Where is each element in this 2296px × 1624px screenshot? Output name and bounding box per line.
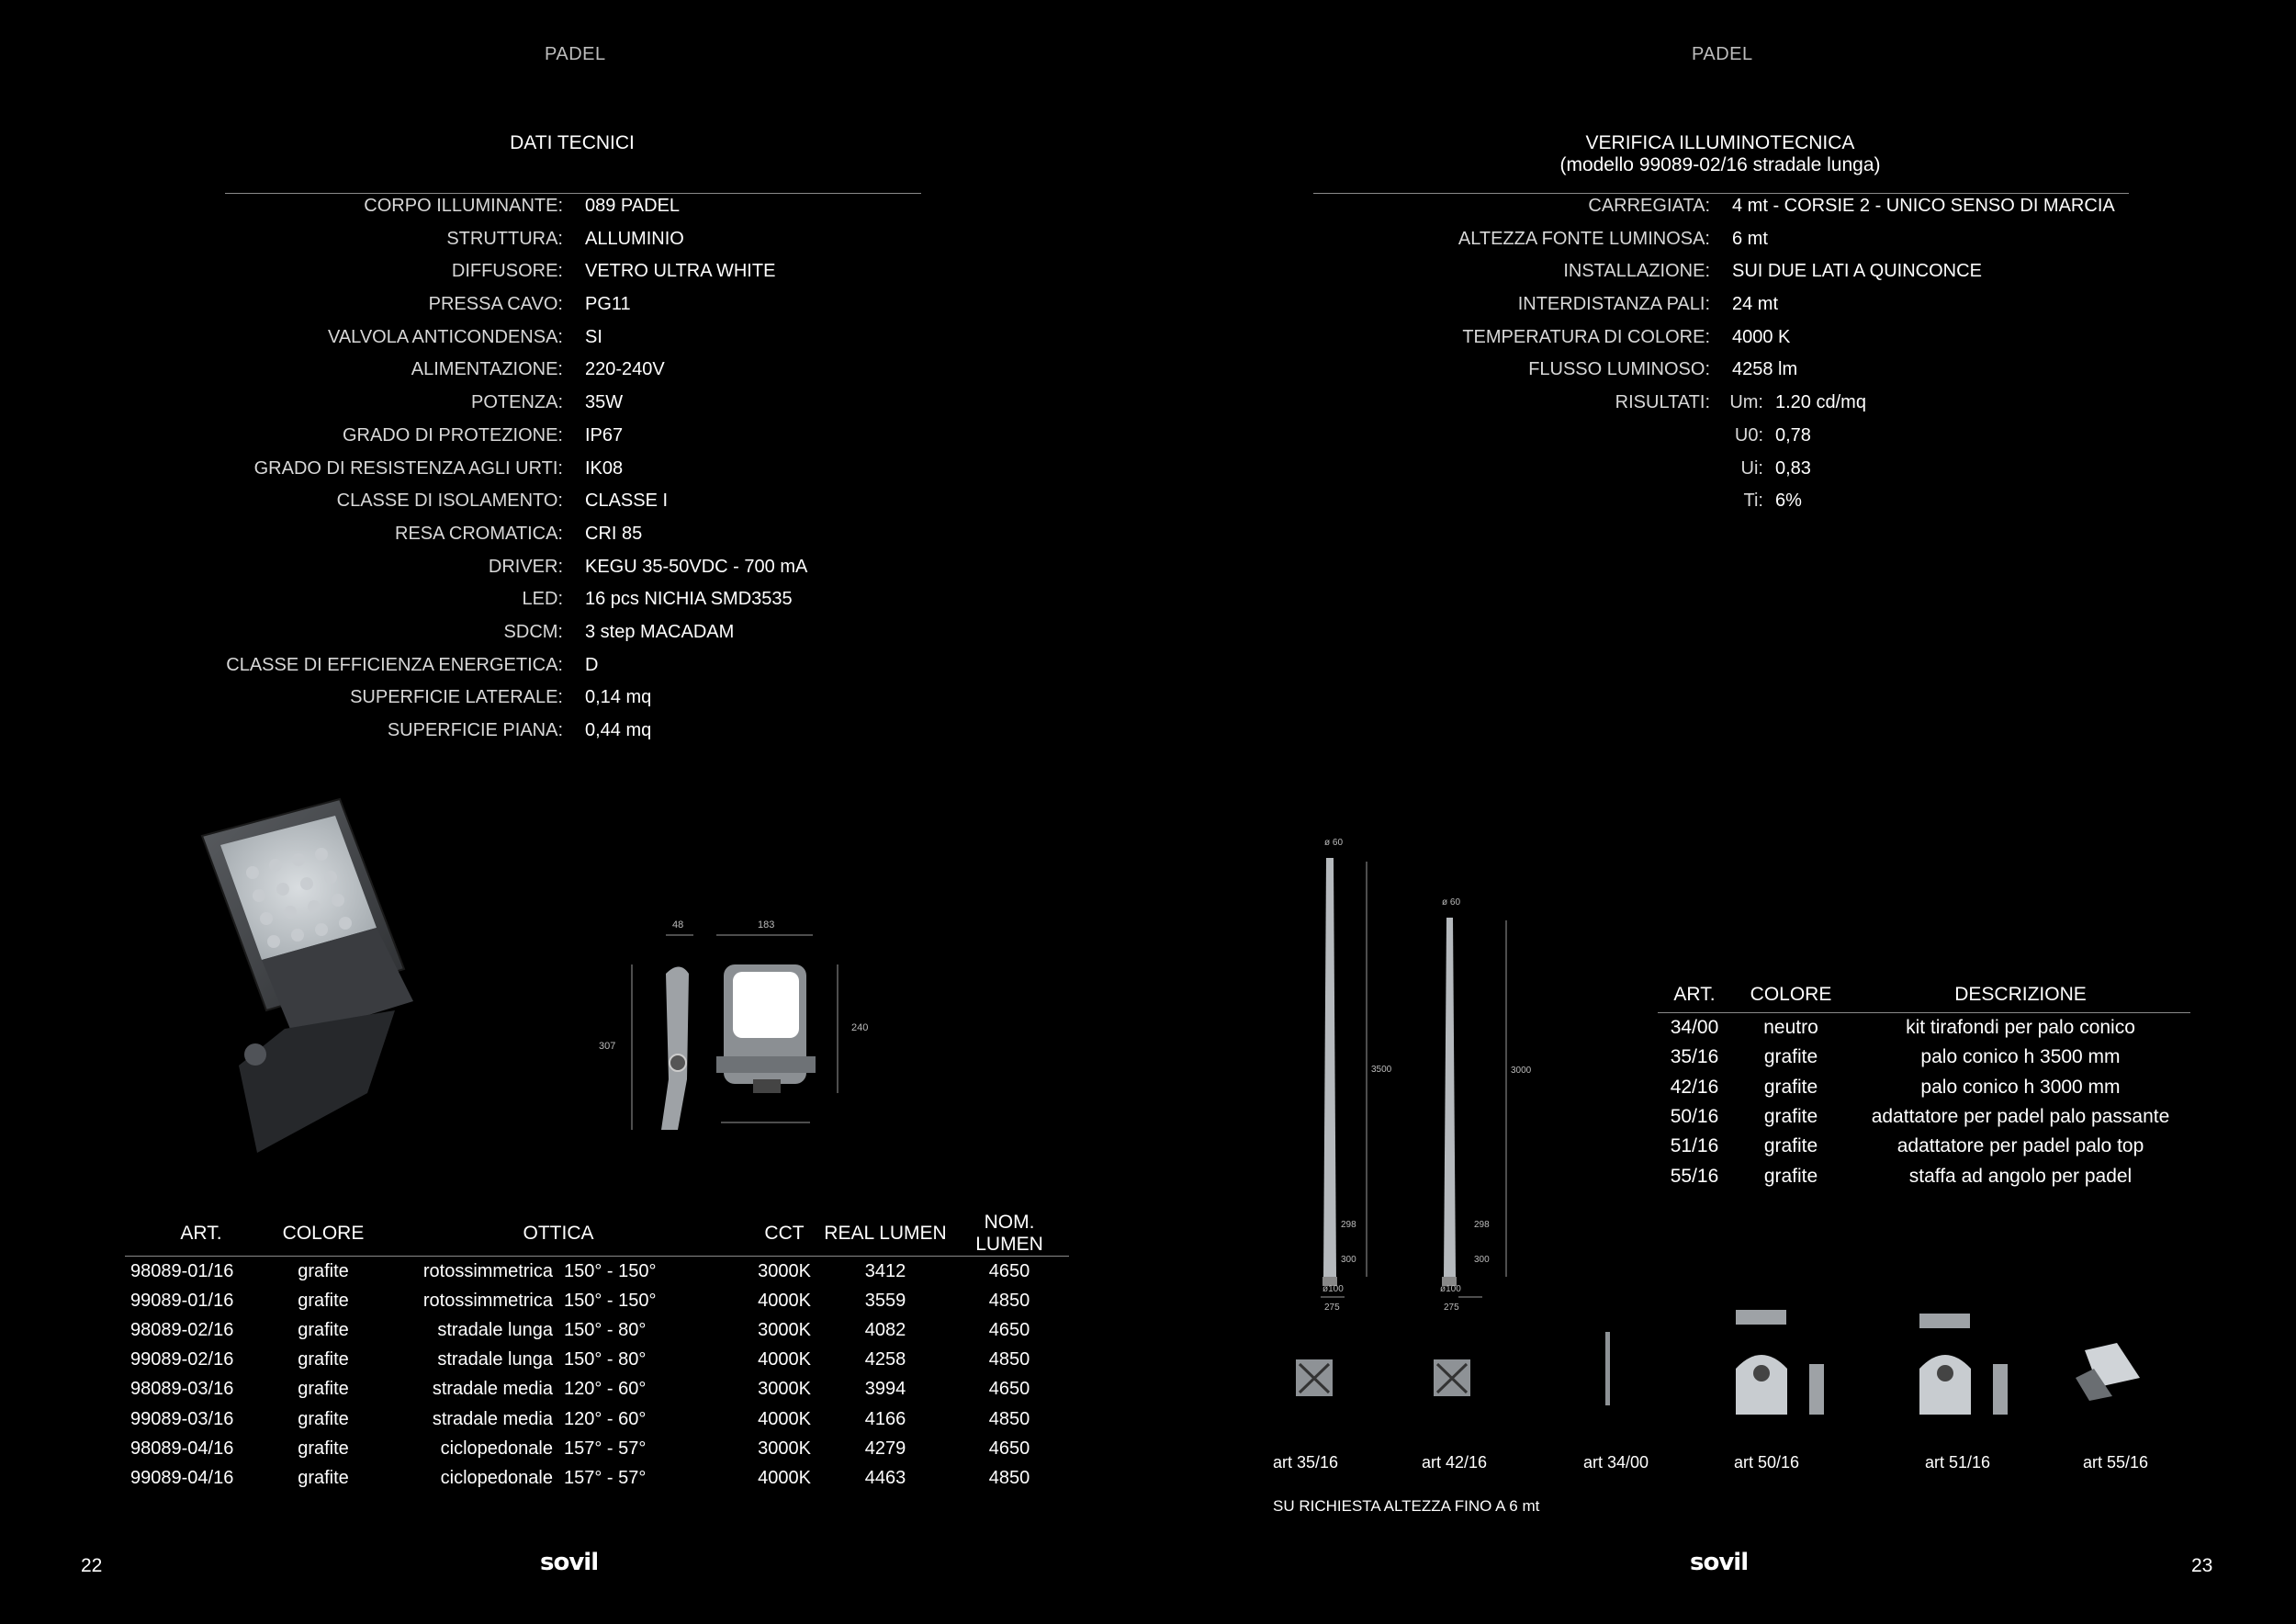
poles-drawing — [1286, 827, 1561, 1323]
table-cell: palo conico h 3500 mm — [1920, 1046, 2121, 1068]
dimension-drawing — [588, 909, 891, 1139]
table-cell: 4850 — [988, 1349, 1030, 1370]
table-cell: 3559 — [864, 1290, 906, 1311]
spec-value: KEGU 35-50VDC - 700 mA — [585, 556, 808, 577]
table-row — [125, 1315, 1069, 1345]
left-page-header: PADEL — [545, 44, 606, 64]
spec-label: INSTALLAZIONE: — [1563, 261, 1710, 282]
spec-value: IK08 — [585, 457, 624, 479]
table-cell: neutro — [1763, 1017, 1818, 1039]
table-cell: rotossimmetrica — [422, 1290, 553, 1311]
spec-label: POTENZA: — [470, 392, 563, 413]
table-cell: 4850 — [988, 1467, 1030, 1488]
results-row — [0, 491, 2296, 524]
spec-label: TEMPERATURA DI COLORE: — [1462, 326, 1710, 347]
spec-row — [0, 229, 2296, 262]
left-page-number: 22 — [81, 1555, 103, 1576]
result-label: U0: — [1734, 424, 1763, 445]
spec-label: ALIMENTAZIONE: — [411, 359, 563, 380]
table-cell: 3000K — [758, 1438, 811, 1459]
pole1-a-dim: 298 — [1341, 1220, 1356, 1230]
spec-value: ALLUMINIO — [585, 228, 684, 249]
table-cell: 4650 — [988, 1260, 1030, 1281]
table-header: COLORE — [277, 1212, 369, 1257]
table-header: REAL LUMEN — [821, 1212, 950, 1257]
table-cell: grafite — [1763, 1165, 1818, 1187]
table-cell: grafite — [298, 1438, 349, 1459]
left-title-rule — [225, 193, 921, 194]
spec-row — [0, 327, 2296, 360]
spec-label: STRUTTURA: — [446, 228, 563, 249]
table-cell: 3000K — [758, 1379, 811, 1400]
result-value: 6% — [1775, 491, 1802, 512]
spec-value: 220-240V — [585, 359, 665, 380]
table-cell: 51/16 — [1670, 1135, 1719, 1157]
spec-label: ALTEZZA FONTE LUMINOSA: — [1458, 228, 1710, 249]
accessory-label: art 51/16 — [1925, 1453, 1991, 1472]
accessory-label: art 35/16 — [1273, 1453, 1339, 1472]
table-cell: grafite — [1763, 1106, 1818, 1128]
spec-row — [0, 359, 2296, 392]
table-row — [125, 1463, 1069, 1493]
table-cell: 4650 — [988, 1319, 1030, 1340]
dim-width-label: 183 — [758, 919, 775, 930]
spec-value: 6 mt — [1732, 228, 1768, 249]
result-label: Ui: — [1740, 457, 1763, 479]
table-header: CCT — [748, 1212, 821, 1257]
spec-value: 35W — [585, 392, 624, 413]
table-cell: grafite — [1763, 1135, 1818, 1157]
table-cell: 4082 — [864, 1319, 906, 1340]
table-header: ART. — [1658, 977, 1731, 1013]
table-cell: 120° - 60° — [564, 1408, 647, 1429]
pole2-height-dim: 3000 — [1511, 1066, 1532, 1076]
table-cell: 98089-01/16 — [130, 1260, 234, 1281]
table-row — [1658, 1102, 2190, 1132]
table-cell: staffa ad angolo per padel — [1908, 1165, 2133, 1187]
table-cell: 4650 — [988, 1438, 1030, 1459]
spec-value: CLASSE I — [585, 491, 669, 512]
pole1-b-dim: 300 — [1341, 1255, 1356, 1265]
table-cell: 98089-03/16 — [130, 1379, 234, 1400]
spec-label: LED: — [522, 589, 563, 610]
table-cell: adattatore per padel palo top — [1896, 1135, 2144, 1157]
spec-row — [0, 557, 2296, 590]
table-cell: 4000K — [758, 1349, 811, 1370]
right-section-title-line2: (modello 99089-02/16 stradale lunga) — [1559, 154, 1881, 175]
table-cell: grafite — [298, 1467, 349, 1488]
spec-label: GRADO DI RESISTENZA AGLI URTI: — [253, 457, 563, 479]
spec-label: VALVOLA ANTICONDENSA: — [327, 326, 563, 347]
table-cell: 4166 — [864, 1408, 906, 1429]
table-header: OTTICA — [369, 1212, 748, 1257]
accessory-label: art 50/16 — [1734, 1453, 1800, 1472]
accessory-drawings — [1267, 1277, 2167, 1433]
table-cell: stradale media — [432, 1379, 553, 1400]
pole2-b-dim: 300 — [1474, 1255, 1490, 1265]
spec-value: 24 mt — [1732, 294, 1779, 315]
right-page-number: 23 — [2191, 1555, 2213, 1576]
table-cell: 150° - 150° — [564, 1260, 657, 1281]
table-cell: 4000K — [758, 1290, 811, 1311]
table-cell: 3000K — [758, 1319, 811, 1340]
spec-value: VETRO ULTRA WHITE — [585, 261, 776, 282]
table-cell: 4650 — [988, 1379, 1030, 1400]
table-cell: 3412 — [864, 1260, 906, 1281]
table-row — [1658, 1013, 2190, 1043]
table-cell: 4000K — [758, 1408, 811, 1429]
table-cell: 4850 — [988, 1408, 1030, 1429]
pole1-height-dim: 3500 — [1371, 1065, 1392, 1075]
results-row — [0, 458, 2296, 491]
table-row — [1658, 1132, 2190, 1161]
spec-row — [0, 294, 2296, 327]
right-page-header: PADEL — [1692, 44, 1753, 64]
table-cell: ciclopedonale — [440, 1438, 553, 1459]
spec-label: INTERDISTANZA PALI: — [1517, 294, 1710, 315]
table-cell: 3000K — [758, 1260, 811, 1281]
table-cell: stradale lunga — [437, 1349, 553, 1370]
table-row — [125, 1375, 1069, 1404]
spec-value: IP67 — [585, 424, 624, 445]
product-photo — [184, 790, 432, 1167]
spec-row — [0, 720, 2296, 753]
table-cell: 50/16 — [1670, 1106, 1719, 1128]
spec-row — [0, 655, 2296, 688]
table-cell: adattatore per padel palo passante — [1871, 1106, 2170, 1128]
spec-label: PRESSA CAVO: — [428, 294, 563, 315]
spec-label: SUPERFICIE LATERALE: — [350, 687, 563, 708]
spec-label: CLASSE DI EFFICIENZA ENERGETICA: — [226, 654, 563, 675]
table-cell: 4000K — [758, 1467, 811, 1488]
table-cell: 42/16 — [1670, 1076, 1719, 1098]
spec-label: CARREGIATA: — [1588, 196, 1710, 216]
table-row — [125, 1257, 1069, 1287]
left-logo: sovil — [540, 1549, 599, 1576]
spec-label: FLUSSO LUMINOSO: — [1528, 359, 1710, 380]
pole2-width-dim: 275 — [1444, 1303, 1459, 1313]
table-cell: grafite — [298, 1260, 349, 1281]
table-row — [125, 1434, 1069, 1463]
result-value: 0,78 — [1775, 424, 1811, 445]
table-row — [125, 1286, 1069, 1315]
spec-value: 4000 K — [1732, 326, 1791, 347]
spec-value: 3 step MACADAM — [585, 621, 735, 642]
table-cell: grafite — [298, 1408, 349, 1429]
table-cell: stradale lunga — [437, 1319, 553, 1340]
accessories-table — [1658, 977, 2190, 1191]
spec-label: GRADO DI PROTEZIONE: — [342, 424, 563, 445]
spec-value: SUI DUE LATI A QUINCONCE — [1732, 261, 1982, 282]
table-cell: grafite — [298, 1379, 349, 1400]
dim-inner-label: 240 — [851, 1022, 869, 1033]
right-section-title-line1: VERIFICA ILLUMINOTECNICA — [1585, 132, 1855, 153]
result-label: Ti: — [1743, 491, 1763, 512]
spec-row — [0, 589, 2296, 622]
table-cell: grafite — [1763, 1076, 1818, 1098]
table-cell: 99089-03/16 — [130, 1408, 234, 1429]
spec-label: CLASSE DI ISOLAMENTO: — [336, 491, 563, 512]
table-header: NOM. LUMEN — [950, 1212, 1069, 1257]
results-label: RISULTATI: — [1615, 392, 1710, 413]
accessory-label: art 42/16 — [1422, 1453, 1488, 1472]
table-cell: 55/16 — [1670, 1165, 1719, 1187]
spec-label: SDCM: — [503, 621, 563, 642]
table-cell: ciclopedonale — [440, 1467, 553, 1488]
spec-row — [0, 261, 2296, 294]
spec-row — [0, 687, 2296, 720]
table-cell: 99089-01/16 — [130, 1290, 234, 1311]
spec-label: DIFFUSORE: — [451, 261, 563, 282]
table-cell: grafite — [298, 1349, 349, 1370]
results-row — [0, 425, 2296, 458]
table-cell: 3994 — [864, 1379, 906, 1400]
spec-value: 0,44 mq — [585, 720, 652, 740]
spec-value: 089 PADEL — [585, 196, 681, 216]
table-cell: 4258 — [864, 1349, 906, 1370]
result-label: Um: — [1729, 392, 1763, 413]
pole2-a-dim: 298 — [1474, 1220, 1490, 1230]
spec-value: 4258 lm — [1732, 359, 1798, 380]
table-cell: 150° - 150° — [564, 1290, 657, 1311]
table-cell: 98089-02/16 — [130, 1319, 234, 1340]
table-cell: palo conico h 3000 mm — [1920, 1076, 2121, 1098]
table-row — [1658, 1043, 2190, 1072]
table-row — [1658, 1161, 2190, 1190]
right-title-rule — [1313, 193, 2129, 194]
table-row — [125, 1404, 1069, 1434]
table-cell: grafite — [298, 1290, 349, 1311]
table-cell: 98089-04/16 — [130, 1438, 234, 1459]
table-row — [125, 1346, 1069, 1375]
table-cell: grafite — [298, 1319, 349, 1340]
pole1-base-dim: ø100 — [1322, 1284, 1344, 1294]
results-row — [0, 392, 2296, 425]
result-value: 0,83 — [1775, 457, 1811, 479]
product-table — [125, 1212, 1069, 1494]
lighting-verification-specs — [0, 196, 2296, 524]
spec-row — [0, 196, 2296, 229]
footnote: SU RICHIESTA ALTEZZA FINO A 6 mt — [1273, 1497, 1540, 1515]
spec-label: SUPERFICIE PIANA: — [387, 720, 563, 740]
dim-depth-label: 48 — [672, 919, 684, 930]
spec-value: SI — [585, 326, 602, 347]
table-cell: 157° - 57° — [564, 1438, 647, 1459]
table-cell: 120° - 60° — [564, 1379, 647, 1400]
right-logo: sovil — [1690, 1549, 1749, 1576]
pole2-top-dim: ø 60 — [1442, 897, 1461, 908]
pole1-top-dim: ø 60 — [1324, 838, 1344, 848]
left-section-title: DATI TECNICI — [510, 132, 635, 153]
spec-value: CRI 85 — [585, 523, 643, 544]
spec-label: CORPO ILLUMINANTE: — [364, 196, 563, 216]
table-cell: 4850 — [988, 1290, 1030, 1311]
spec-row — [0, 524, 2296, 557]
table-cell: grafite — [1763, 1046, 1818, 1068]
dim-height-label: 307 — [599, 1041, 616, 1052]
right-section-title — [1445, 132, 1996, 176]
spec-label: DRIVER: — [488, 556, 563, 577]
pole1-width-dim: 275 — [1324, 1303, 1340, 1313]
spec-row — [0, 622, 2296, 655]
table-header: DESCRIZIONE — [1851, 977, 2190, 1013]
spec-value: 16 pcs NICHIA SMD3535 — [585, 589, 793, 610]
result-value: 1.20 cd/mq — [1775, 392, 1866, 413]
table-cell: 34/00 — [1670, 1017, 1719, 1039]
table-cell: 99089-02/16 — [130, 1349, 234, 1370]
table-row — [1658, 1073, 2190, 1102]
pole2-base-dim: ø100 — [1440, 1284, 1461, 1294]
table-header: COLORE — [1731, 977, 1851, 1013]
accessory-label: art 34/00 — [1583, 1453, 1649, 1472]
table-cell: rotossimmetrica — [422, 1260, 553, 1281]
table-cell: 99089-04/16 — [130, 1467, 234, 1488]
table-header: ART. — [125, 1212, 277, 1257]
table-cell: stradale media — [432, 1408, 553, 1429]
table-cell: 35/16 — [1670, 1046, 1719, 1068]
spec-value: PG11 — [585, 294, 631, 315]
table-cell: 4463 — [864, 1467, 906, 1488]
table-cell: 4279 — [864, 1438, 906, 1459]
table-cell: kit tirafondi per palo conico — [1906, 1017, 2135, 1039]
spec-value: 0,14 mq — [585, 687, 652, 708]
spec-value: 4 mt - CORSIE 2 - UNICO SENSO DI MARCIA — [1732, 196, 2115, 216]
spec-value: D — [585, 654, 599, 675]
table-cell: 157° - 57° — [564, 1467, 647, 1488]
accessory-label: art 55/16 — [2083, 1453, 2149, 1472]
table-cell: 150° - 80° — [564, 1349, 647, 1370]
table-cell: 150° - 80° — [564, 1319, 647, 1340]
spec-label: RESA CROMATICA: — [395, 523, 563, 544]
